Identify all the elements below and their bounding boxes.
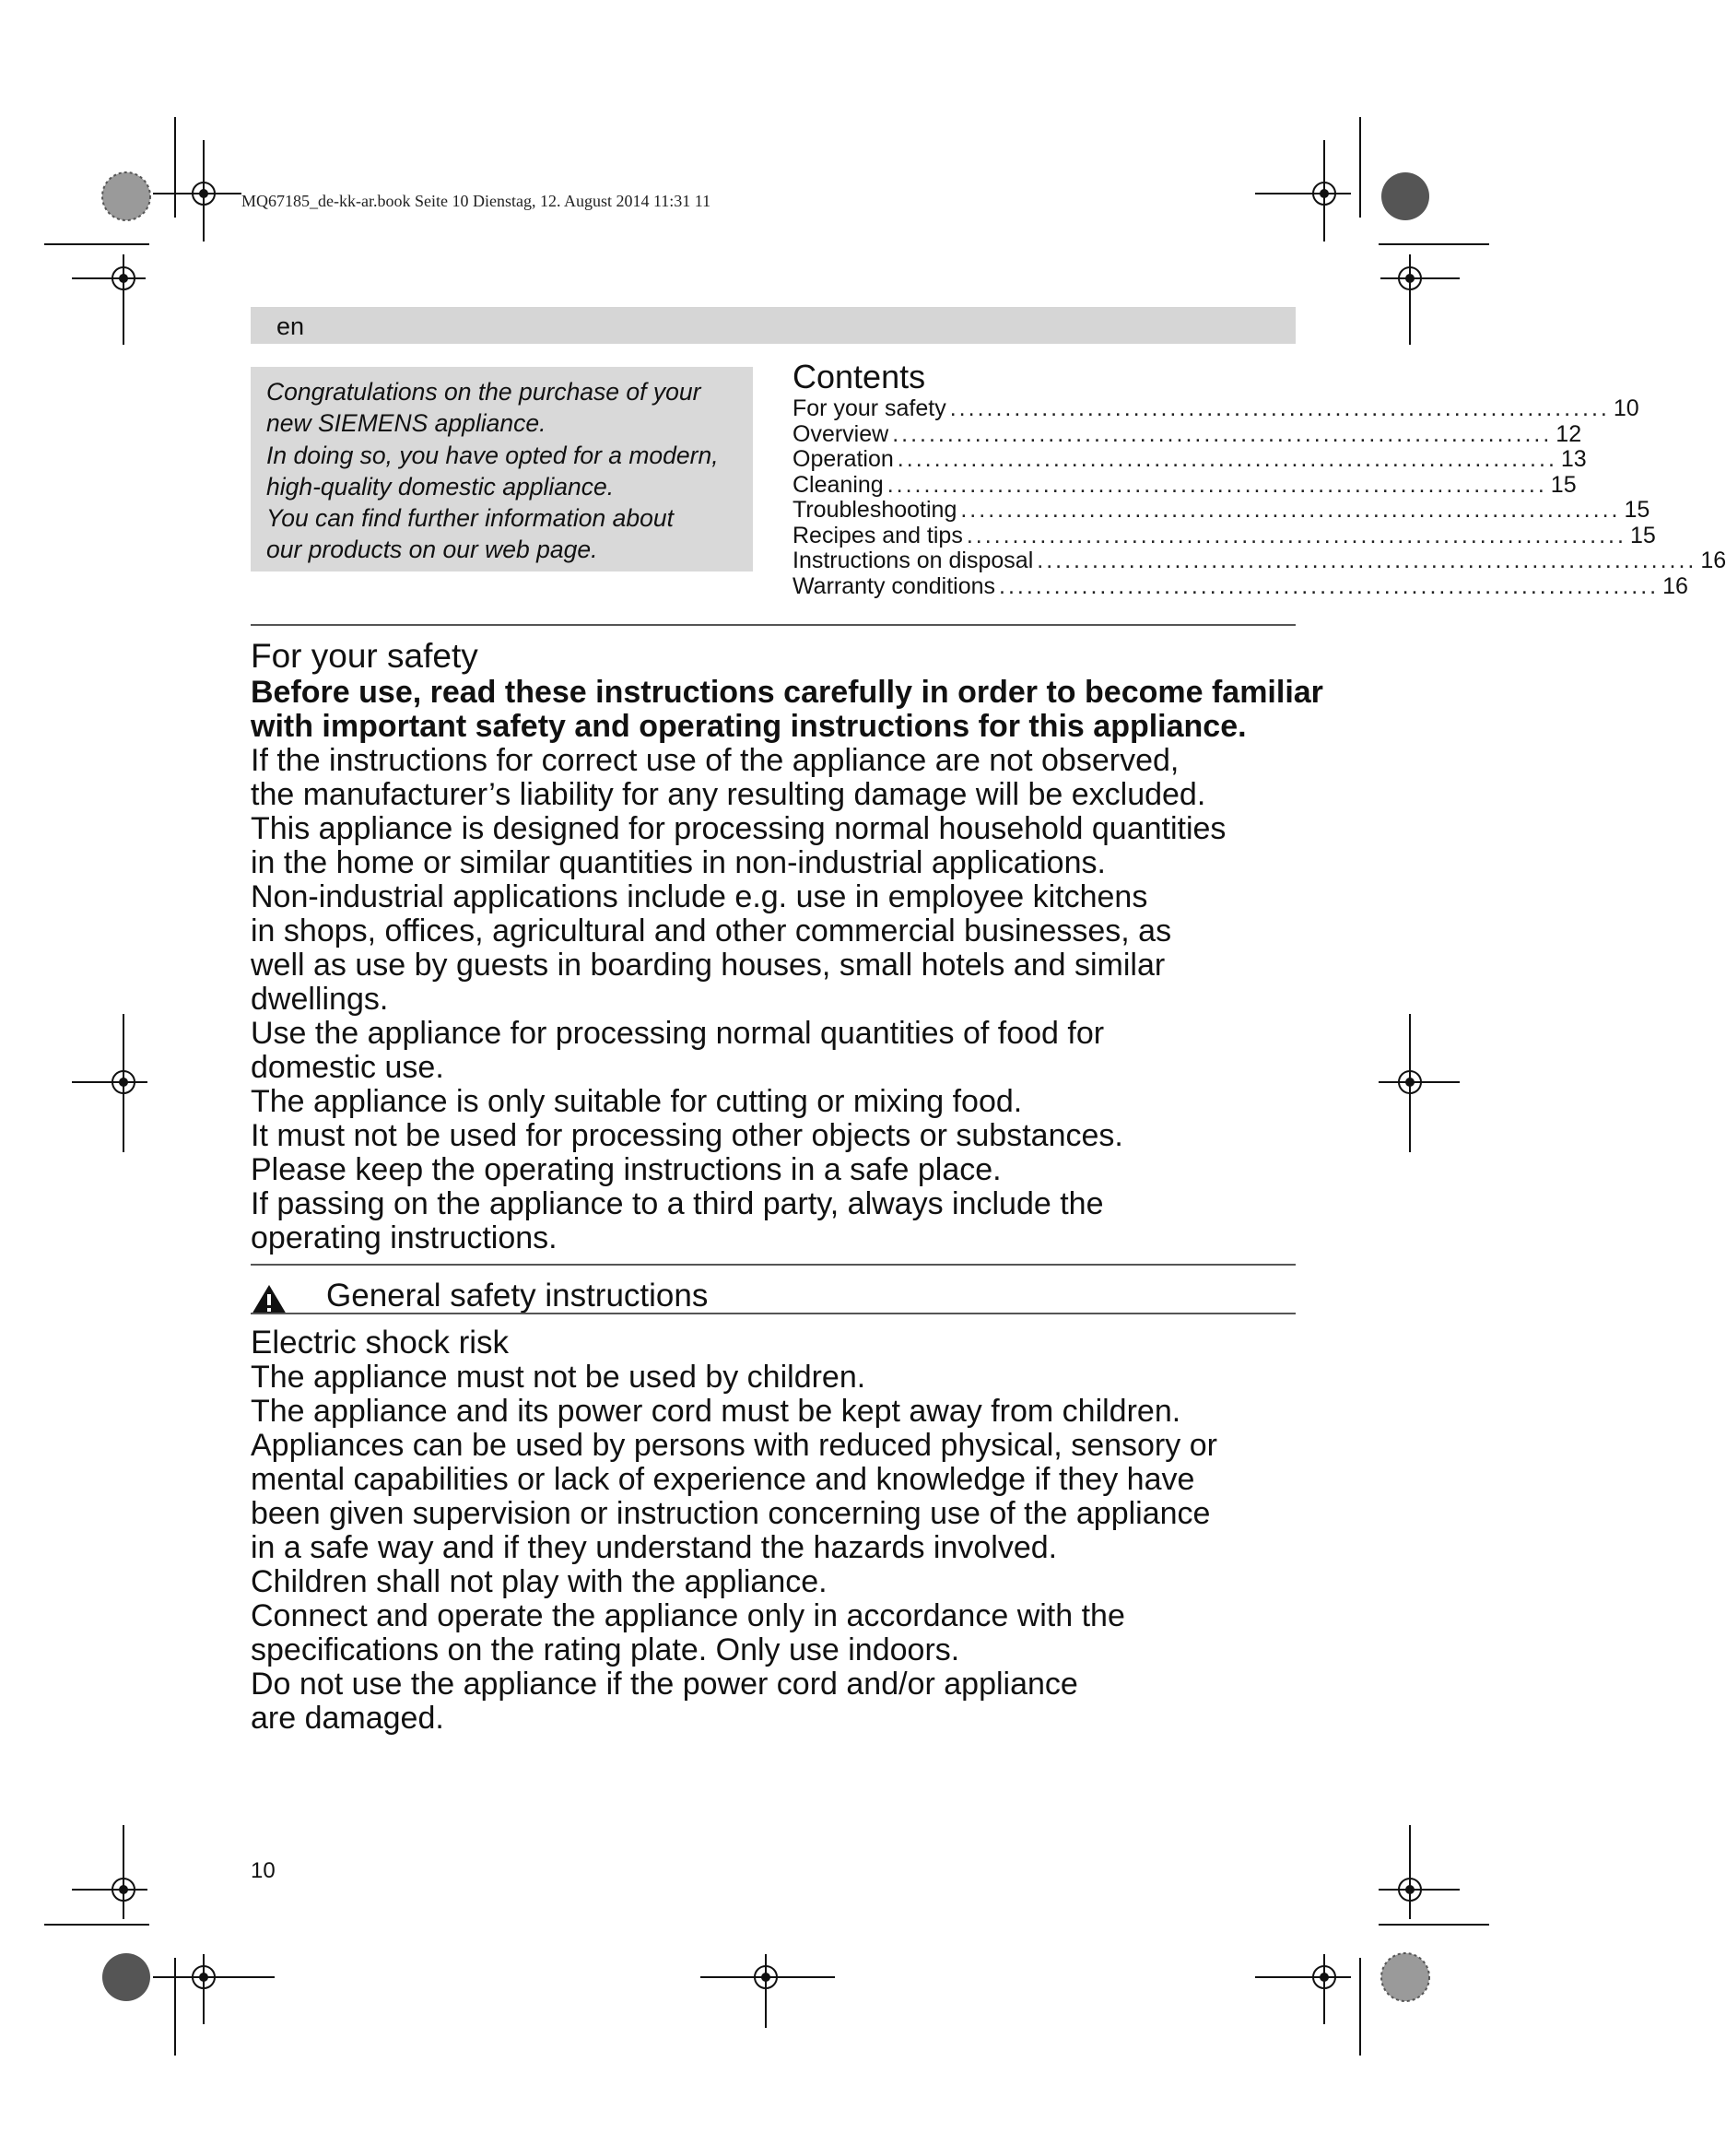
safety-line: in the home or similar quantities in non-industrial applications. [251,845,1106,880]
toc-label: Cleaning [793,471,884,498]
toc-label: Warranty conditions [793,572,995,599]
toc-page: 10 [1613,395,1639,421]
safety-line: If passing on the appliance to a third party, always include the [251,1186,1104,1221]
safety-line: well as use by guests in boarding houses, small hotels and similar [251,948,1166,983]
safety-line: in shops, offices, agricultural and other commercial businesses, as [251,913,1172,948]
intro-line: high-quality domestic appliance. [266,472,615,501]
safety-line: Please keep the operating instructions in a safe place. [251,1152,1002,1187]
general-line: in a safe way and if they understand the hazards involved. [251,1530,1058,1565]
print-header: MQ67185_de-kk-ar.book Seite 10 Dienstag, 12. August 2014 11:31 11 [241,192,711,210]
safety-line: domestic use. [251,1050,444,1085]
safety-line: Non-industrial applications include e.g. use in employee kitchens [251,879,1148,914]
intro-line: Congratulations on the purchase of your [266,378,701,406]
toc-leader: ........................................................................ [1037,548,1697,573]
language-tag: en [276,312,305,340]
safety-line: the manufacturer’s liability for any resulting damage will be excluded. [251,777,1206,812]
toc-page: 15 [1629,522,1656,548]
intro-line: new SIEMENS appliance. [266,409,546,438]
toc-label: Overview [793,420,889,447]
safety-line: It must not be used for processing other objects or substances. [251,1118,1123,1153]
toc-label: Operation [793,446,894,472]
general-line: specifications on the rating plate. Only use indoors. [251,1632,960,1667]
general-line: Children shall not play with the appliance. [251,1564,828,1599]
safety-intro-line: with important safety and operating instructions for this appliance. [251,709,1247,744]
toc-page: 16 [1700,548,1726,573]
intro-line: You can find further information about [266,504,674,533]
toc-page: 12 [1556,420,1582,447]
general-line: Appliances can be used by persons with reduced physical, sensory or [251,1428,1217,1463]
toc-leader: ........................................................................ [897,446,1557,472]
toc-label: Recipes and tips [793,522,963,548]
safety-line: This appliance is designed for processing normal household quantities [251,811,1227,846]
general-line: mental capabilities or lack of experience and knowledge if they have [251,1462,1195,1497]
toc-leader: ........................................................................ [886,471,1547,498]
safety-title: For your safety [251,637,478,675]
general-line: been given supervision or instruction concerning use of the appliance [251,1496,1211,1531]
general-line: The appliance and its power cord must be kept away from children. [251,1394,1181,1429]
safety-line: The appliance is only suitable for cutting or mixing food. [251,1084,1023,1119]
general-line: are damaged. [251,1701,444,1736]
safety-line: operating instructions. [251,1220,558,1255]
general-safety-title: General safety instructions [326,1278,709,1314]
contents-title: Contents [793,358,926,395]
toc-page: 13 [1560,446,1587,472]
toc-page: 16 [1662,572,1688,599]
toc-leader: ........................................................................ [999,572,1660,599]
intro-line: In doing so, you have opted for a modern, [266,441,719,469]
general-line: The appliance must not be used by children. [251,1360,866,1395]
toc-label: Troubleshooting [793,497,957,523]
safety-line: dwellings. [251,982,389,1017]
toc-label: For your safety [793,395,946,421]
safety-line: If the instructions for correct use of the appliance are not observed, [251,743,1180,778]
toc-leader: ........................................................................ [949,395,1610,421]
toc-leader: ........................................................................ [960,497,1621,523]
general-line: Connect and operate the appliance only in accordance with the [251,1598,1125,1633]
general-line: Do not use the appliance if the power cord and/or appliance [251,1667,1078,1702]
safety-intro-line: Before use, read these instructions carefully in order to become familiar [251,675,1323,710]
toc-leader: ........................................................................ [966,522,1626,548]
safety-line: Use the appliance for processing normal quantities of food for [251,1016,1105,1051]
electric-shock-title: Electric shock risk [251,1325,510,1361]
toc-leader: ........................................................................ [892,420,1553,447]
toc-page: 15 [1550,471,1577,498]
page-number: 10 [251,1858,276,1883]
toc-page: 15 [1624,497,1650,523]
toc-label: Instructions on disposal [793,548,1034,573]
intro-line: our products on our web page. [266,536,598,564]
